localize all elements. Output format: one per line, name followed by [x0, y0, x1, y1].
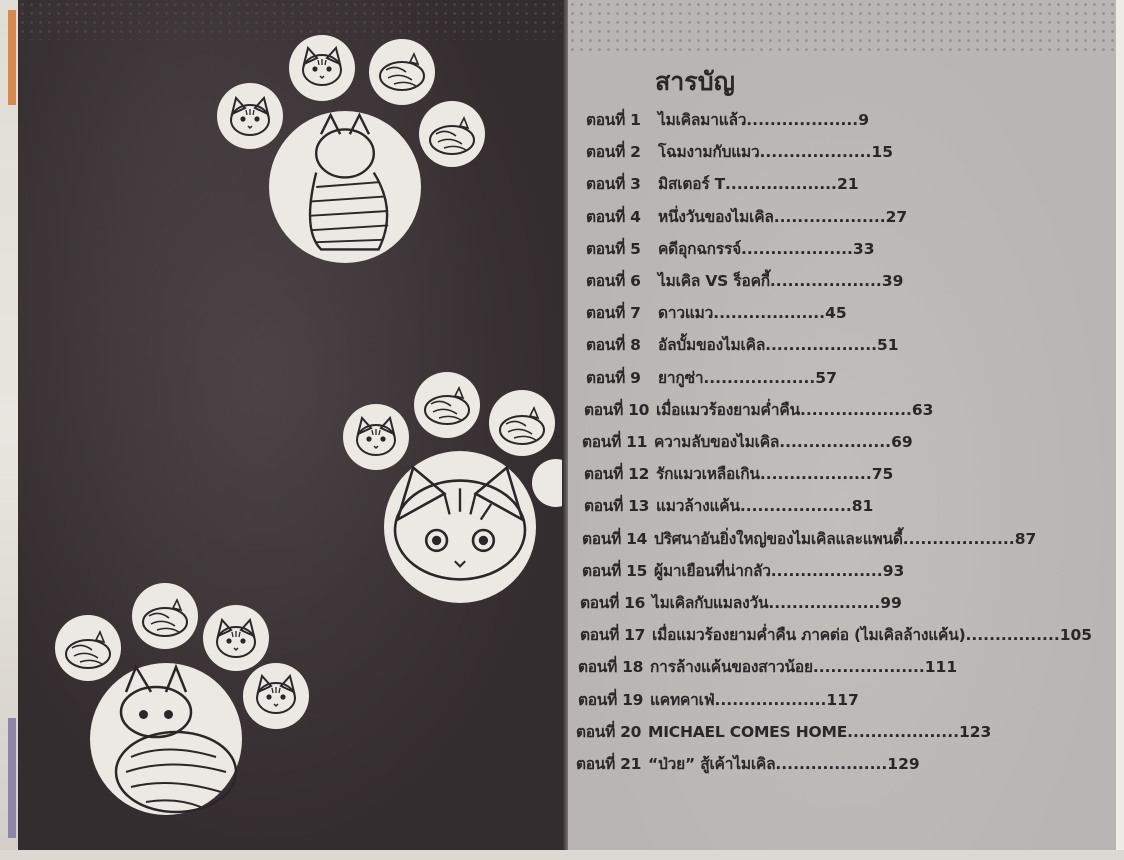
dot-leader: ...................: [799, 400, 912, 419]
toc-entry: [586, 366, 837, 390]
page-number: 93: [882, 561, 905, 580]
page-number: 39: [881, 272, 904, 290]
page-number: 87: [1014, 529, 1037, 548]
page-number: 75: [871, 465, 894, 484]
page-number: 51: [877, 336, 899, 355]
toc-entry: [586, 301, 847, 325]
chapter-title: หนึ่งวันของไมเคิล: [658, 207, 774, 226]
chapter-label: ตอนที่ 5: [586, 239, 641, 258]
chapter-title: มิสเตอร์ T: [658, 175, 726, 194]
page-number: 105: [1059, 626, 1093, 645]
chapter-title: เมื่อแมวร้องยามค่ำคืน ภาคต่อ (ไมเคิลล้างแค้น): [652, 626, 966, 645]
page-number: 9: [858, 111, 869, 129]
toc-entry: [576, 752, 920, 776]
dot-leader: ...................: [713, 304, 826, 323]
toc-entry: [586, 333, 899, 357]
toc-entry: [582, 559, 904, 583]
toe-circle-cat: [414, 372, 480, 438]
chapter-label: ตอนที่ 15: [582, 561, 648, 580]
chapter-title: การล้างแค้นของสาวน้อย: [650, 658, 813, 677]
page-number: 123: [958, 722, 992, 741]
chapter-title: รักแมวเหลือเกิน: [656, 465, 760, 484]
paw-print-cat-illustration: [0, 0, 564, 852]
chapter-label: ตอนที่ 3: [586, 175, 641, 194]
toe-circle-cat: [243, 663, 309, 729]
chapter-title: คดีอุกฉกรรจ์: [658, 239, 742, 258]
chapter-title: ไมเคิลมาแล้ว: [658, 111, 747, 129]
chapter-label: ตอนที่ 2: [586, 143, 641, 162]
page-number: 57: [815, 368, 837, 387]
page-number: 129: [887, 755, 920, 773]
toe-circle-cat: [217, 83, 283, 149]
halftone-dots: [568, 0, 1116, 52]
toc-entry: [576, 720, 991, 744]
chapter-title: ความลับของไมเคิล: [654, 433, 780, 451]
toc-entry: [582, 430, 913, 454]
toc-entry: [584, 462, 893, 486]
dot-leader: ...................: [847, 722, 959, 741]
chapter-label: ตอนที่ 13: [584, 497, 650, 516]
chapter-label: ตอนที่ 9: [586, 368, 641, 387]
page-number: 69: [891, 433, 913, 451]
dot-leader: ...................: [759, 465, 872, 484]
page-number: 21: [836, 175, 859, 194]
dot-leader: ...................: [773, 207, 886, 226]
chapter-label: ตอนที่ 7: [586, 304, 641, 323]
page-number: 99: [880, 594, 902, 612]
chapter-label: ตอนที่ 1: [586, 111, 641, 129]
toc-heading: สารบัญ: [655, 67, 735, 96]
page-number: 15: [871, 143, 893, 162]
page-number: 33: [852, 239, 875, 258]
dot-leader: ...................: [770, 561, 883, 580]
chapter-label: ตอนที่ 12: [584, 465, 650, 484]
chapter-label: ตอนที่ 11: [582, 433, 648, 451]
chapter-label: ตอนที่ 17: [580, 626, 646, 645]
chapter-title: MICHAEL COMES HOME: [648, 722, 848, 741]
dot-leader: ...................: [812, 658, 925, 677]
dot-leader: ...................: [765, 336, 878, 355]
bottom-paw-print: [55, 583, 309, 815]
dot-leader: ...................: [739, 497, 852, 516]
toe-circle-cat: [203, 605, 269, 671]
chapter-label: ตอนที่ 8: [586, 336, 641, 355]
toc-entry: [586, 269, 903, 293]
chapter-title: แมวล้างแค้น: [656, 497, 740, 516]
toe-circle-cat: [369, 39, 435, 105]
dot-leader: ...................: [703, 368, 816, 387]
toc-entry: [584, 398, 933, 422]
dot-leader: ...................: [768, 594, 881, 612]
page-number: 27: [885, 207, 908, 226]
chapter-title: ไมเคิลกับแมลงวัน: [652, 594, 769, 612]
page-number: 117: [826, 690, 859, 709]
chapter-title: เมื่อแมวร้องยามค่ำคืน: [656, 400, 800, 419]
chapter-title: ผู้มาเยือนที่น่ากลัว: [654, 561, 771, 580]
chapter-label: ตอนที่ 21: [576, 755, 642, 773]
chapter-title: ยากูซ่า: [658, 368, 704, 387]
chapter-label: ตอนที่ 20: [576, 722, 642, 741]
book-edge-bottom: [0, 850, 1124, 860]
toc-entry: [578, 655, 957, 679]
page-number: 63: [911, 400, 934, 419]
dot-leader: ................: [965, 626, 1060, 645]
dot-leader: ...................: [769, 272, 882, 290]
toc-entry: [586, 205, 907, 229]
dot-leader: ...................: [902, 529, 1015, 548]
chapter-label: ตอนที่ 18: [578, 658, 644, 677]
chapter-title: โฉมงามกับแมว: [658, 143, 760, 162]
middle-paw-print: [343, 372, 564, 603]
toc-entry: [584, 494, 873, 518]
toc-entry: [586, 140, 893, 164]
page-number: 111: [924, 658, 958, 677]
toe-circle-cat: [343, 404, 409, 470]
dot-leader: ...................: [779, 433, 892, 451]
dot-leader: ...................: [714, 690, 827, 709]
chapter-label: ตอนที่ 14: [582, 529, 648, 548]
toc-entry: [586, 237, 874, 261]
toc-entry: [580, 591, 902, 615]
toc-entry: [586, 172, 859, 196]
chapter-title: ไมเคิล VS ร็อคกี้: [658, 272, 770, 290]
toc-entry: [580, 623, 1092, 647]
toe-circle-cat-partial: [532, 459, 564, 507]
chapter-label: ตอนที่ 4: [586, 207, 641, 226]
chapter-title: ดาวแมว: [658, 304, 714, 323]
page-number: 45: [825, 304, 847, 323]
chapter-label: ตอนที่ 19: [578, 690, 644, 709]
top-paw-print: [217, 35, 485, 263]
toc-entry: [578, 688, 859, 712]
dot-leader: ...................: [759, 143, 872, 162]
toe-circle-cat: [289, 35, 355, 101]
chapter-title: “ป่วย” สู้เค้าไมเคิล: [648, 755, 776, 773]
toc-entry: [582, 527, 1036, 551]
pad-circle-striped-cat: [269, 111, 421, 263]
chapter-title: อัลบั้มของไมเคิล: [658, 336, 766, 355]
dot-leader: ...................: [741, 239, 853, 258]
toc-entry: [586, 108, 869, 132]
chapter-label: ตอนที่ 16: [580, 594, 646, 612]
chapter-label: ตอนที่ 6: [586, 272, 641, 290]
book-edge-right: [1116, 0, 1124, 860]
page-number: 81: [851, 497, 874, 516]
chapter-title: ปริศนาอันยิ่งใหญ่ของไมเคิลและแพนดี้: [654, 529, 903, 548]
chapter-title: แคทคาเฟ่: [650, 690, 715, 709]
dot-leader: ...................: [775, 755, 888, 773]
chapter-label: ตอนที่ 10: [584, 400, 650, 419]
dot-leader: ...................: [746, 111, 859, 129]
dot-leader: ...................: [725, 175, 837, 194]
